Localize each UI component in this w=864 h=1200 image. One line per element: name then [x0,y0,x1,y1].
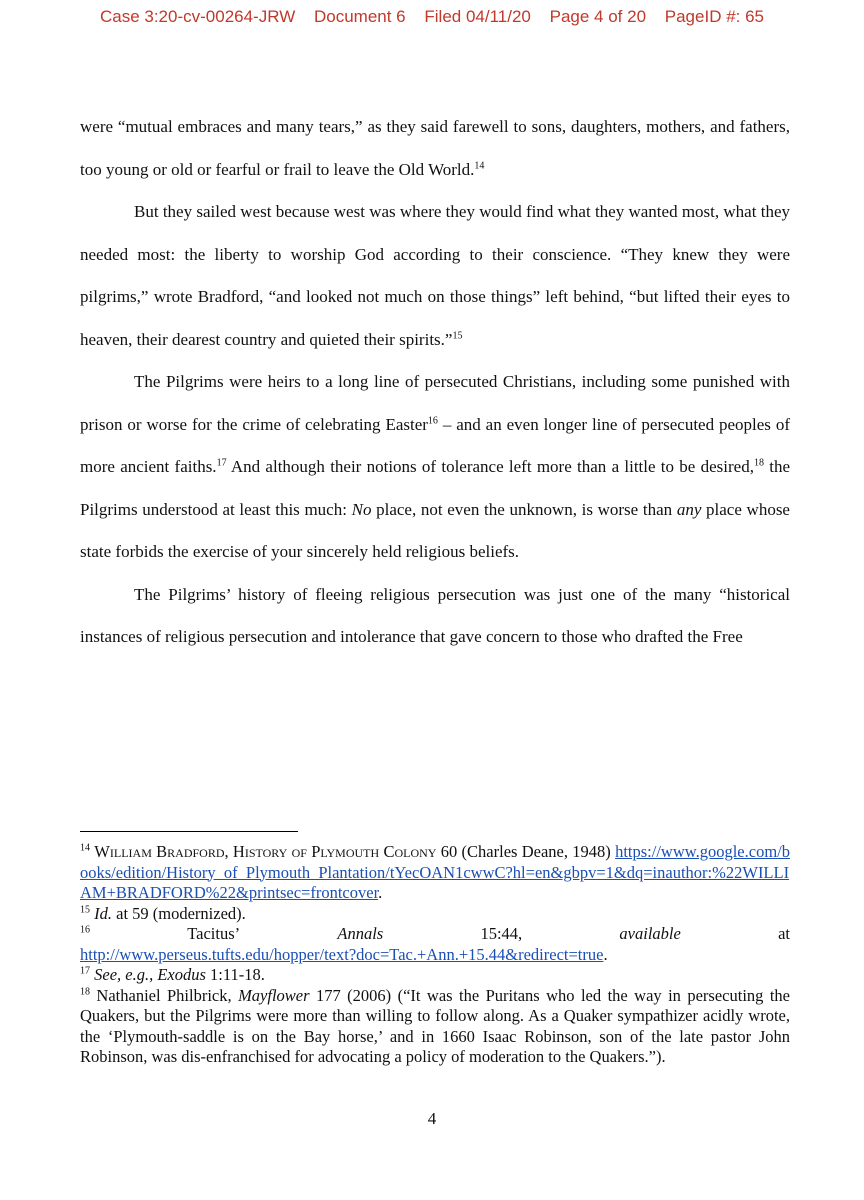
footnote-18: $^{18}$ Nathaniel Philbrick, Mayflower 177 (2006) (“It was the Puritans who led the way in persecuting the Quakers, but the Pilgrims were more than willing to follow along. As a Quaker sympathizer acidly wrote, the ‘Plymouth-saddle is on the Bay horse,’ and in 1660 Isaac Robinson, son of the late pastor John Robinson, was dis-enfranchised for advocating a policy of moderation to the Quakers.”). [80,985,790,1066]
footnote-ref-16: 16 [427,414,438,426]
footnote-16-link[interactable]: http://www.perseus.tufts.edu/hopper/text?doc=Tac.+Ann.+15.44&redirect=true [80,944,604,964]
footnote-17: $^{17}$ See, e.g., Exodus 1:11-18. [80,965,265,984]
page-id: PageID #: 65 [664,7,765,26]
footnotes [80,842,790,1068]
paragraph-1: were “mutual embraces and many tears,” as they said farewell to sons, daughters, mothers, and fathers, too young or old or fearful or frail to leave the Old World.$^{14}$ [80,117,790,179]
page-number: 4 [427,1109,437,1128]
document-number: Document 6 [313,7,406,26]
footnote-16-link-line: http://www.perseus.tufts.edu/hopper/text?doc=Tac.+Ann.+15.44&redirect=true. [80,944,608,964]
footnote-ref-17: 17 [216,457,227,469]
paragraph-3: The Pilgrims were heirs to a long line of persecuted Christians, including some punished with prison or worse for the crime of celebrating Easter$^{16}$ – and an even longer line of persecuted peoples of more ancient faiths.$^{17}$ And although their notions of tolerance left more than a little to be desired,$^{18}$ the Pilgrims understood at least this much: No place, not even the unknown, is worse than any place whose state forbids the exercise of your sincerely held religious beliefs. [80,372,790,561]
paragraph-4: The Pilgrims’ history of fleeing religious persecution was just one of the many “historical instances of religious persecution and intolerance that gave concern to those who drafted the Free [80,584,790,646]
paragraph-2: But they sailed west because west was where they would find what they wanted most, what they needed most: the liberty to worship God according to their conscience. “They knew they were pilgrims,” wrote Bradford, “and looked not much on those things” left behind, “but lifted their eyes to heaven, their dearest country and quieted their spirits.”$^{15}$ [80,202,790,349]
case-number: Case 3:20-cv-00264-JRW [99,7,296,26]
footnote-ref-14: 14 [474,159,485,171]
footnote-15: $^{15}$ Id. at 59 (modernized). [80,903,246,923]
footnote-ref-15: 15 [452,329,463,341]
document-header [0,7,864,27]
footnote-16-line: $^{16}$ Tacitus’ Annals 15:44, available at [80,924,790,943]
footnote-14: $^{14}$ William Bradford, History of Plymouth Colony 60 (Charles Deane, 1948) https://www.google.com/books/edition/History_of_Plymouth_Plantation/tYecOAN1cwwC?hl=en&gbpv=1&dq=inauthor:%22WILLIAM+BRADFORD%22&printsec=frontcover. [80,842,790,902]
page-indicator: Page 4 of 20 [549,7,647,26]
body-text [80,106,790,659]
footnote-divider [80,831,298,832]
filed-date: Filed 04/11/20 [424,7,531,26]
footnote-14-link[interactable]: https://www.google.com/books/edition/History_of_Plymouth_Plantation/tYecOAN1cwwC?hl=en&gbpv=1&dq=inauthor:%22WILLIAM+BRADFORD%22&printsec=frontcover [80,842,790,902]
footnote-ref-18: 18 [753,457,764,469]
